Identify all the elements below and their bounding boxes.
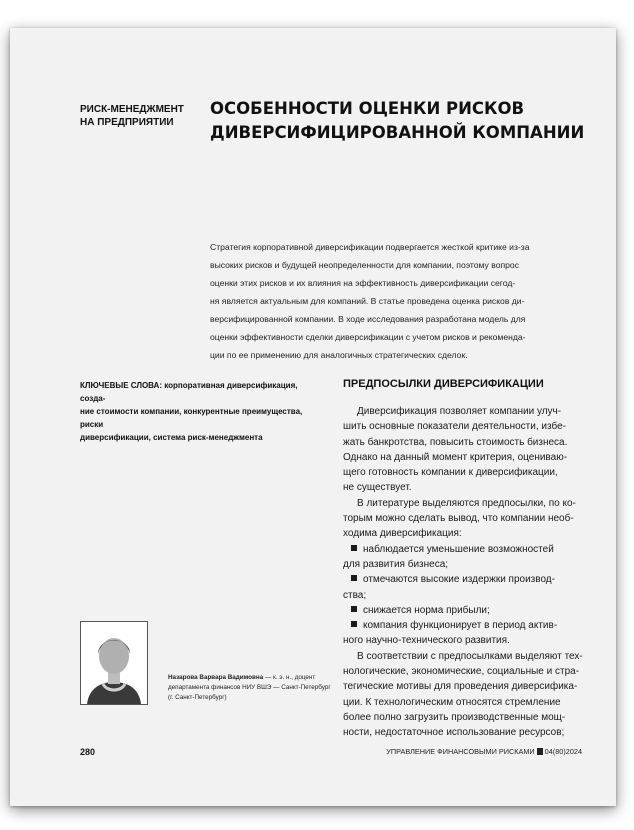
abstract-line: версифицированной компании. В ходе исследования разработана модель для xyxy=(210,314,526,324)
abstract-line: ции по ее применению для аналогичных стратегических сделок. xyxy=(210,350,468,360)
article-title xyxy=(210,97,584,145)
body-line-text: шить основные показатели деятельности, избе- xyxy=(343,421,566,433)
body-line xyxy=(343,496,583,511)
body-line xyxy=(343,710,583,725)
body-line xyxy=(343,725,583,740)
body-line xyxy=(343,526,583,541)
square-bullet-icon xyxy=(351,621,357,627)
title-line: ОСОБЕННОСТИ ОЦЕНКИ РИСКОВ xyxy=(210,99,525,118)
bullet-item xyxy=(343,618,583,633)
body-line-text: В соответствии с предпосылками выделяют тех- xyxy=(357,650,583,662)
body-line xyxy=(343,588,583,603)
author-degree: — к. э. н., доцент xyxy=(263,674,316,681)
body-line xyxy=(343,465,583,480)
abstract-line: оценки эффективности сделки диверсификации с учетом рисков и рекоменда- xyxy=(210,332,526,342)
body-line xyxy=(343,511,583,526)
bullet-item xyxy=(343,603,583,618)
body-line-text: отмечаются высокие издержки производ- xyxy=(363,574,555,586)
body-line-text: Диверсификация позволяет компании улуч- xyxy=(357,406,562,417)
body-line xyxy=(343,404,583,419)
body-line-text: снижается норма прибыли; xyxy=(363,604,490,616)
body-text xyxy=(343,404,583,741)
abstract-line: ня является актуальным для компаний. В статье проведена оценка рисков ди- xyxy=(210,296,525,306)
body-line-text: щего готовность компании к диверсификации, xyxy=(343,467,558,479)
author-affiliation: департамента финансов НИУ ВШЭ — Санкт-Петербург xyxy=(168,684,331,691)
bullet-item xyxy=(343,542,583,557)
body-line-text: не существует. xyxy=(343,482,412,494)
section-heading: ПРЕДПОСЫЛКИ ДИВЕРСИФИКАЦИИ xyxy=(343,378,544,390)
body-line xyxy=(343,695,583,710)
body-line xyxy=(343,649,583,664)
journal-issue: 04(80)2024 xyxy=(544,747,582,756)
body-line-text: ходима диверсификация: xyxy=(343,528,462,540)
body-line xyxy=(343,557,583,572)
author-name: Назарова Варвара Вадимовна xyxy=(168,674,264,681)
body-line xyxy=(343,435,583,450)
body-line-text: тегические мотивы для проведения диверсифика- xyxy=(343,681,578,693)
body-line-text: ства; xyxy=(343,589,367,601)
body-line xyxy=(343,664,583,679)
author-info xyxy=(168,673,331,703)
body-line-text: Однако на данный момент критерия, оцениваю- xyxy=(343,451,568,463)
journal-name: УПРАВЛЕНИЕ ФИНАНСОВЫМИ РИСКАМИ xyxy=(386,747,535,756)
abstract-line: высоких рисков и будущей неопределенности для компании, поэтому вопрос xyxy=(210,260,519,270)
author-portrait-image xyxy=(81,622,147,704)
body-line xyxy=(343,419,583,434)
rubric-line: РИСК-МЕНЕДЖМЕНТ xyxy=(80,104,184,115)
square-bullet-icon xyxy=(351,545,357,551)
title-line: ДИВЕРСИФИЦИРОВАННОЙ КОМПАНИИ xyxy=(210,123,585,142)
rubric-line: НА ПРЕДПРИЯТИИ xyxy=(80,117,174,128)
body-line-text: для развития бизнеса; xyxy=(343,558,449,570)
body-line xyxy=(343,450,583,465)
author-city: (г. Санкт-Петербург) xyxy=(168,694,227,701)
page-number: 280 xyxy=(80,747,96,757)
abstract-line: оценки этих рисков и их влияния на эффективность диверсификации сегод- xyxy=(210,278,516,288)
square-bullet-icon xyxy=(351,606,357,612)
keywords-line: ние стоимости компании, конкурентные преимущества, риски xyxy=(80,407,303,429)
keywords xyxy=(80,379,325,444)
body-line xyxy=(343,480,583,495)
body-line-text: более полно загрузить производственные мощ- xyxy=(343,711,566,723)
body-line-text: ции. К технологическим относятся стремление xyxy=(343,696,561,708)
section-rubric xyxy=(80,103,184,129)
body-line-text: В литературе выделяются предпосылки, по ко- xyxy=(357,497,576,509)
bullet-item xyxy=(343,572,583,587)
body-line-text: наблюдается уменьшение возможностей xyxy=(363,543,554,555)
abstract xyxy=(210,238,590,364)
abstract-line: Стратегия корпоративной диверсификации подвергается жесткой критике из-за xyxy=(210,242,530,252)
body-line-text: ного научно-технического развития. xyxy=(343,635,510,647)
keywords-line: КЛЮЧЕВЫЕ СЛОВА: корпоративная диверсификация, созда- xyxy=(80,381,298,403)
body-line-text: нологические, экономические, социальные и стра- xyxy=(343,666,580,678)
square-bullet-icon xyxy=(351,575,357,581)
keywords-line: диверсификации, система риск-менеджмента xyxy=(80,433,263,442)
body-line-text: ности, недостаточное использование ресурсов; xyxy=(343,727,565,739)
body-line-text: торым можно сделать вывод, что компании необ- xyxy=(343,513,574,525)
journal-footer xyxy=(386,747,582,756)
body-line-text: компания функционирует в период актив- xyxy=(363,620,558,632)
body-line xyxy=(343,633,583,648)
author-photo xyxy=(80,621,148,705)
body-line xyxy=(343,679,583,694)
square-bullet-icon xyxy=(537,748,543,755)
body-line-text: жать банкротства, повысить стоимость бизнеса. xyxy=(343,436,568,448)
